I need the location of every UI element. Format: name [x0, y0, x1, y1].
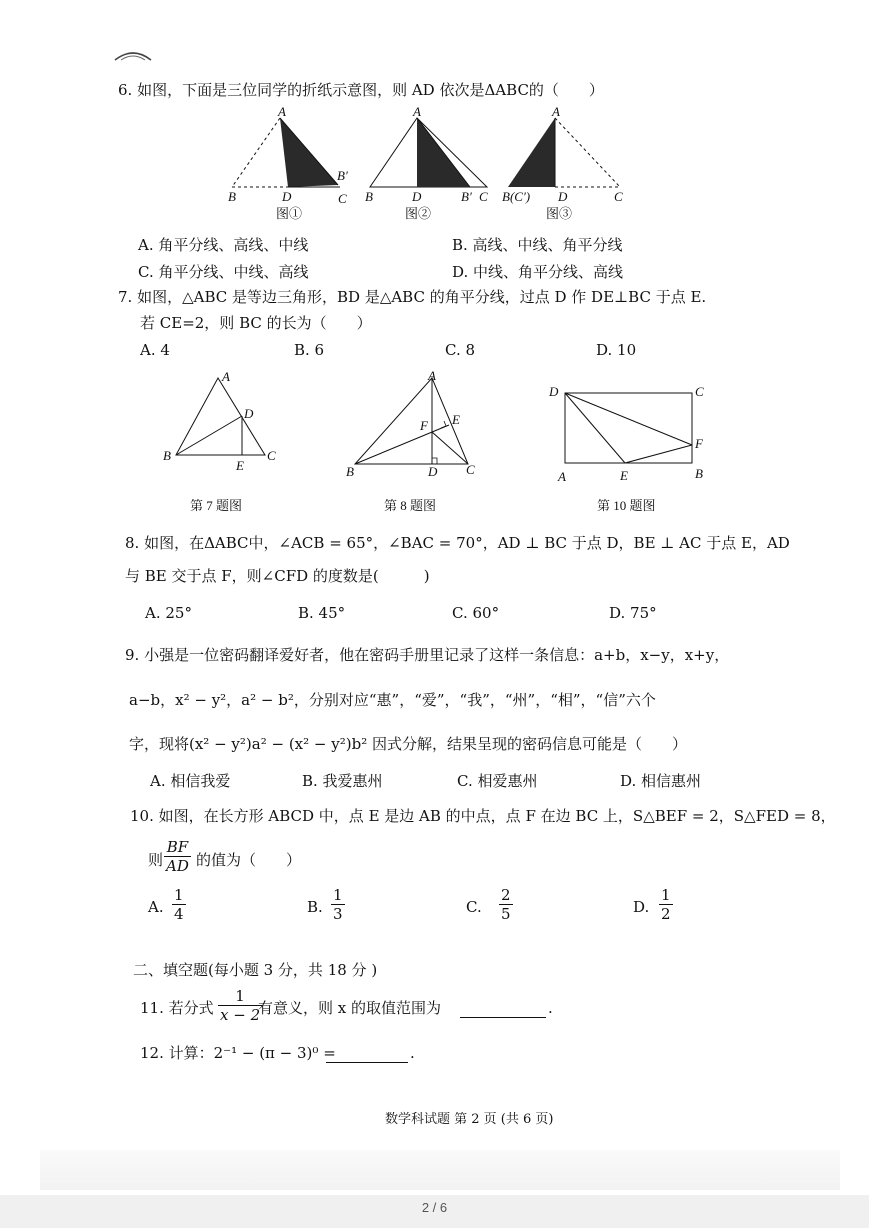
fig8-label-a: A: [428, 368, 436, 383]
q7-option-a: A. 4: [140, 341, 170, 359]
q8-option-c: C. 60°: [452, 604, 500, 622]
q10-option-b-label: B.: [307, 898, 323, 916]
q8-stem-line1: 8. 如图，在ΔABC中，∠ACB = 65°，∠BAC = 70°，AD ⊥ BC 于点 D，BE ⊥ AC 于点 E，AD: [125, 534, 790, 552]
q6-figure-1: [220, 105, 360, 220]
q9-option-c: C. 相爱惠州: [457, 772, 538, 790]
q6-figure-3: [500, 105, 640, 220]
q10-option-c-fraction: [499, 886, 513, 923]
fig10-label-a: A: [558, 469, 566, 484]
q7-option-c: C. 8: [445, 341, 476, 359]
q10-ratio-fraction: [164, 838, 191, 875]
q9-stem-line3: 字，现将(x² − y²)a² − (x² − y²)b² 因式分解，结果呈现的密码信息可能是（ ）: [129, 735, 687, 753]
q6-figure-2: [365, 105, 505, 220]
q10-ratio-den: AD: [166, 857, 189, 875]
fig6a-label-bprime: B′: [337, 168, 348, 183]
q9-stem-line1: 9. 小强是一位密码翻译爱好者，他在密码手册里记录了这样一条信息：a+b，x−y，x+y，: [125, 646, 730, 664]
q10-option-a-fraction: [172, 886, 186, 923]
fig6b-label-b: B: [365, 189, 373, 204]
q10-option-b-den: 3: [333, 905, 343, 923]
q11-prefix: 11. 若分式: [140, 999, 214, 1017]
q12-answer-blank[interactable]: [326, 1061, 408, 1063]
fig8-label-f: F: [420, 418, 428, 433]
q8-option-d: D. 75°: [609, 604, 657, 622]
q10-figure: [545, 378, 720, 513]
fig6b-caption: 图②: [405, 206, 432, 221]
q6-option-a: A. 角平分线、高线、中线: [138, 236, 309, 254]
q11-num: 1: [235, 987, 245, 1005]
fig8-label-e: E: [452, 412, 460, 427]
fig6a-label-c: C: [338, 191, 347, 206]
q10-ratio-num: BF: [166, 838, 189, 856]
q7-figure: [160, 368, 290, 513]
q8-figure: [340, 368, 490, 513]
fig6b-label-d: D: [412, 189, 422, 204]
fig6b-label-bprime: B′: [461, 189, 472, 204]
fig8-label-b: B: [346, 464, 354, 479]
fig6c-label-a: A: [552, 104, 560, 119]
fig6c-label-d: D: [558, 189, 568, 204]
fig6c-label-bc: B(C′): [502, 189, 531, 204]
q10-option-c-label: C.: [466, 898, 482, 916]
q6-option-b: B. 高线、中线、角平分线: [452, 236, 623, 254]
fig10-label-c: C: [695, 384, 704, 399]
fig7-label-c: C: [267, 448, 276, 463]
fig6a-label-b: B: [228, 189, 236, 204]
fig6a-label-a: A: [278, 104, 286, 119]
fig8-caption: 第 8 题图: [384, 498, 437, 513]
fig10-label-e: E: [620, 468, 628, 483]
fig7-label-d: D: [244, 406, 254, 421]
scan-shadow: [40, 1150, 840, 1190]
fig8-label-d: D: [428, 464, 438, 479]
q9-option-b: B. 我爱惠州: [302, 772, 383, 790]
q9-option-a: A. 相信我爱: [150, 772, 231, 790]
q12-text: 12. 计算：2⁻¹ − (π − 3)⁰ =: [140, 1044, 336, 1062]
fig6c-caption: 图③: [546, 206, 573, 221]
q8-stem-line2: 与 BE 交于点 F，则∠CFD 的度数是( ): [125, 567, 430, 585]
fig6a-caption: 图①: [276, 206, 303, 221]
q10-option-a-den: 4: [174, 905, 184, 923]
q10-option-d-num: 1: [661, 886, 671, 904]
fig7-caption: 第 7 题图: [190, 498, 243, 513]
q10-option-d-fraction: [659, 886, 673, 923]
q12-end: .: [410, 1044, 415, 1062]
q11-answer-blank[interactable]: [460, 1016, 546, 1018]
q11-end: .: [548, 999, 553, 1017]
fig6c-label-c: C: [614, 189, 623, 204]
q10-stem-suffix: 的值为（ ）: [196, 851, 302, 869]
q6-option-d: D. 中线、角平分线、高线: [452, 263, 624, 281]
q7-stem-line2: 若 CE=2，则 BC 的长为（ ）: [140, 314, 372, 332]
fig6b-label-a: A: [413, 104, 421, 119]
q10-option-b-fraction: [331, 886, 345, 923]
fig6a-label-d: D: [282, 189, 292, 204]
q7-stem-line1: 7. 如图，△ABC 是等边三角形，BD 是△ABC 的角平分线，过点 D 作 DE⊥BC 于点 E.: [118, 288, 707, 306]
fig7-label-e: E: [236, 458, 244, 473]
section-2-heading: 二、填空题(每小题 3 分，共 18 分 ): [133, 961, 378, 979]
q10-option-d-label: D.: [633, 898, 650, 916]
q10-option-b-num: 1: [333, 886, 343, 904]
q10-option-a-label: A.: [148, 898, 164, 916]
q7-option-d: D. 10: [596, 341, 637, 359]
q6-option-c: C. 角平分线、中线、高线: [138, 263, 309, 281]
school-logo: [113, 48, 153, 62]
q8-option-b: B. 45°: [298, 604, 346, 622]
fig8-label-c: C: [466, 462, 475, 477]
q7-option-b: B. 6: [294, 341, 325, 359]
q11-suffix: 有意义，则 x 的取值范围为: [258, 999, 441, 1017]
fig7-label-a: A: [222, 369, 230, 384]
page-footer: 数学科试题 第 2 页 (共 6 页): [385, 1112, 554, 1127]
q9-stem-line2: a−b，x² − y²，a² − b²，分别对应“惠”，“爱”，“我”，“州”，“相”，“信”六个: [129, 691, 656, 709]
q10-stem-prefix: 则: [148, 851, 164, 869]
q6-stem: 6. 如图，下面是三位同学的折纸示意图，则 AD 依次是ΔABC的（ ）: [118, 81, 604, 99]
q11-den: x − 2: [220, 1006, 261, 1024]
q10-option-d-den: 2: [661, 905, 671, 923]
fig10-label-f: F: [695, 436, 703, 451]
fig10-label-d: D: [549, 384, 559, 399]
fig6b-label-c: C: [479, 189, 488, 204]
page-indicator: 2 / 6: [421, 1200, 448, 1215]
q11-fraction: [218, 987, 262, 1024]
q8-option-a: A. 25°: [145, 604, 192, 622]
q10-option-a-num: 1: [174, 886, 184, 904]
q10-option-c-den: 5: [501, 905, 511, 923]
fig7-label-b: B: [163, 448, 171, 463]
q9-option-d: D. 相信惠州: [620, 772, 702, 790]
fig10-label-b: B: [695, 466, 703, 481]
q10-stem-line1: 10. 如图，在长方形 ABCD 中，点 E 是边 AB 的中点，点 F 在边 BC 上，S△BEF = 2，S△FED = 8，: [130, 807, 836, 825]
fig10-caption: 第 10 题图: [597, 498, 656, 513]
q10-option-c-num: 2: [501, 886, 511, 904]
